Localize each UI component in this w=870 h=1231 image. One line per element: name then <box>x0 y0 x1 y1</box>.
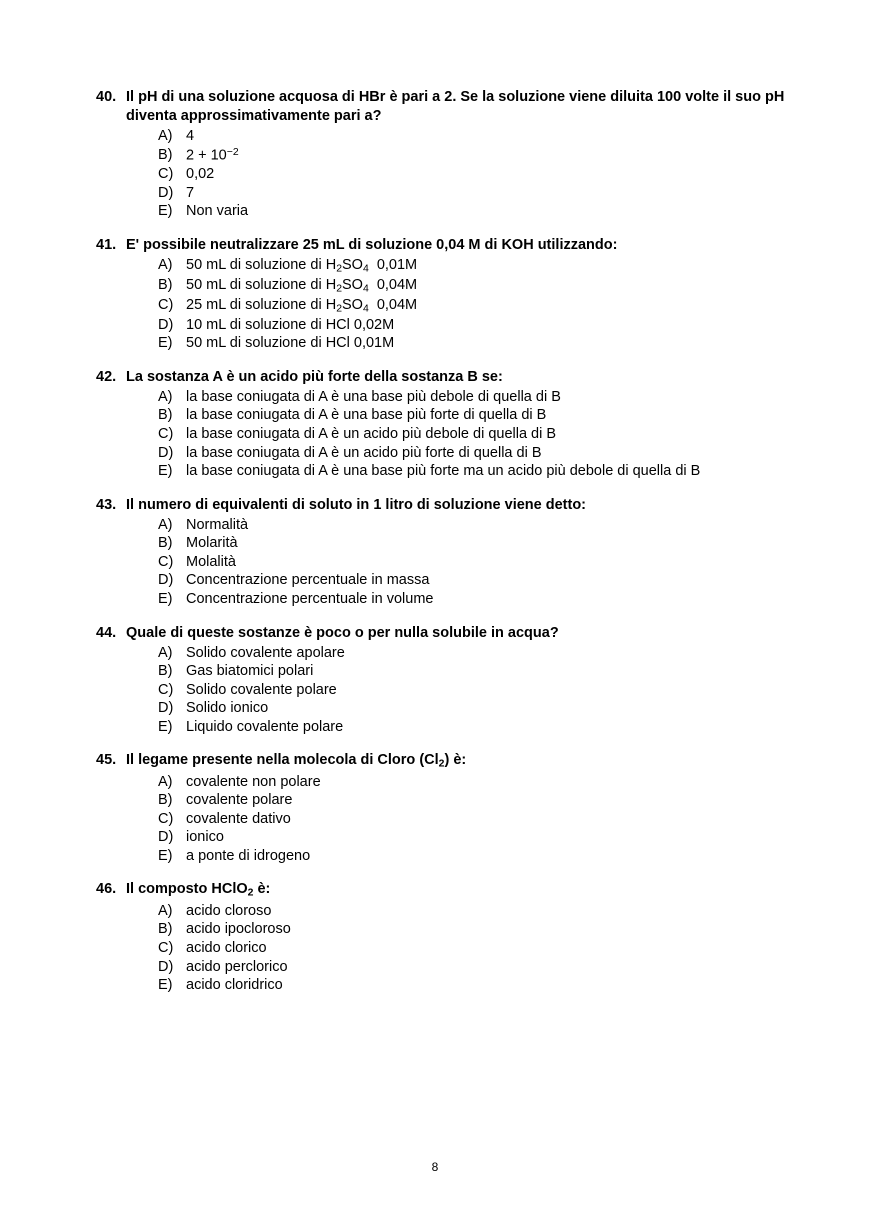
option-row[interactable] <box>96 534 795 553</box>
option-letter: A) <box>158 388 173 405</box>
option-row[interactable] <box>96 127 795 146</box>
option-row[interactable] <box>96 462 795 481</box>
option-text: 4 <box>186 128 195 145</box>
option-row[interactable] <box>96 444 795 463</box>
option-text: acido cloroso <box>186 902 272 919</box>
option-list <box>96 644 795 737</box>
option-letter: B) <box>158 146 173 163</box>
option-row[interactable] <box>96 146 795 165</box>
question-number: 44. <box>96 624 117 641</box>
option-row[interactable] <box>96 810 795 829</box>
option-letter: D) <box>158 958 174 975</box>
option-text: $2 + 10^{-2}$ <box>186 146 239 164</box>
option-text: acido ipocloroso <box>186 921 291 938</box>
option-text: acido cloridrico <box>186 977 283 994</box>
question-heading <box>96 236 795 255</box>
option-text: Liquido covalente polare <box>186 718 344 735</box>
option-row[interactable] <box>96 681 795 700</box>
option-row[interactable] <box>96 406 795 425</box>
option-letter: B) <box>158 535 173 552</box>
question-heading <box>96 88 795 126</box>
option-row[interactable] <box>96 902 795 921</box>
option-letter: D) <box>158 829 174 846</box>
option-list <box>96 516 795 609</box>
option-letter: B) <box>158 276 173 293</box>
question-block <box>96 368 795 481</box>
question-heading <box>96 880 795 900</box>
option-letter: E) <box>158 335 173 352</box>
questions-list <box>96 88 795 995</box>
option-list <box>96 773 795 866</box>
option-letter: A) <box>158 128 173 145</box>
option-text: la base coniugata di A è un acido più forte di quella di B <box>186 444 542 461</box>
option-text: 0,02 <box>186 166 215 183</box>
option-text: Concentrazione percentuale in volume <box>186 590 434 607</box>
option-list <box>96 388 795 481</box>
question-heading <box>96 751 795 771</box>
option-letter: D) <box>158 572 174 589</box>
question-text: E' possibile neutralizzare 25 mL di soluzione 0,04 M di KOH utilizzando: <box>126 236 618 253</box>
option-text: a ponte di idrogeno <box>186 847 311 864</box>
option-row[interactable] <box>96 791 795 810</box>
option-text: Concentrazione percentuale in massa <box>186 572 430 589</box>
option-row[interactable] <box>96 165 795 184</box>
option-letter: E) <box>158 847 173 864</box>
option-row[interactable] <box>96 773 795 792</box>
option-letter: D) <box>158 700 174 717</box>
option-text: la base coniugata di A è un acido più debole di quella di B <box>186 426 557 443</box>
option-text: la base coniugata di A è una base più debole di quella di B <box>186 388 561 405</box>
option-letter: D) <box>158 316 174 333</box>
option-text: Molalità <box>186 553 236 570</box>
option-letter: C) <box>158 553 174 570</box>
option-row[interactable] <box>96 847 795 866</box>
option-row[interactable] <box>96 920 795 939</box>
option-letter: C) <box>158 426 174 443</box>
option-letter: A) <box>158 773 173 790</box>
option-text: 25 mL di soluzione di $H_2SO_4$ 0,04M <box>186 296 418 315</box>
question-number: 46. <box>96 881 117 898</box>
option-letter: E) <box>158 203 173 220</box>
option-list <box>96 902 795 995</box>
option-row[interactable] <box>96 718 795 737</box>
option-list <box>96 256 795 353</box>
option-letter: E) <box>158 590 173 607</box>
option-row[interactable] <box>96 644 795 663</box>
question-text: La sostanza A è un acido più forte della sostanza B se: <box>126 368 503 385</box>
question-number: 43. <box>96 496 117 513</box>
option-row[interactable] <box>96 388 795 407</box>
option-row[interactable] <box>96 958 795 977</box>
question-block <box>96 624 795 737</box>
option-letter: C) <box>158 939 174 956</box>
question-number: 40. <box>96 89 117 105</box>
question-number: 45. <box>96 752 117 769</box>
option-text: la base coniugata di A è una base più forte di quella di B <box>186 407 547 424</box>
option-letter: E) <box>158 977 173 994</box>
option-text: Solido covalente polare <box>186 681 337 698</box>
question-number: 42. <box>96 368 117 385</box>
option-text: la base coniugata di A è una base più forte ma un acido più debole di quella di B <box>186 463 701 480</box>
option-letter: E) <box>158 463 173 480</box>
option-text: covalente dativo <box>186 810 291 827</box>
option-text: acido perclorico <box>186 958 288 975</box>
question-heading <box>96 496 795 515</box>
option-text: covalente non polare <box>186 773 321 790</box>
option-row[interactable] <box>96 334 795 353</box>
option-row[interactable] <box>96 590 795 609</box>
option-text: 50 mL di soluzione di $H_2SO_4$ 0,01M <box>186 256 418 275</box>
option-letter: C) <box>158 810 174 827</box>
option-text: Non varia <box>186 203 249 220</box>
option-letter: D) <box>158 444 174 461</box>
question-text: Il composto HClO$_2$ è: <box>126 881 271 900</box>
option-row[interactable] <box>96 828 795 847</box>
option-row[interactable] <box>96 316 795 335</box>
option-row[interactable] <box>96 939 795 958</box>
option-letter: B) <box>158 663 173 680</box>
option-text: covalente polare <box>186 792 293 809</box>
question-text: Il legame presente nella molecola di Cloro $(Cl_2)$ è: <box>126 752 467 770</box>
option-text: Solido covalente apolare <box>186 644 345 661</box>
option-text: 50 mL di soluzione di HCl 0,01M <box>186 335 395 352</box>
option-letter: E) <box>158 718 173 735</box>
option-row[interactable] <box>96 516 795 535</box>
question-text: Il pH di una soluzione acquosa di HBr è pari a 2. Se la soluzione viene diluita 100 volte il suo pH diventa approssimativamente pari a? <box>126 89 785 125</box>
question-heading <box>96 624 795 643</box>
option-letter: C) <box>158 296 174 313</box>
option-row[interactable] <box>96 256 795 276</box>
option-text: Normalità <box>186 516 249 533</box>
option-row[interactable] <box>96 202 795 221</box>
option-letter: B) <box>158 792 173 809</box>
option-row[interactable] <box>96 662 795 681</box>
option-text: acido clorico <box>186 939 267 956</box>
option-list <box>96 127 795 220</box>
option-text: Molarità <box>186 535 238 552</box>
question-block <box>96 496 795 609</box>
question-heading <box>96 368 795 387</box>
option-letter: C) <box>158 166 174 183</box>
option-row[interactable] <box>96 184 795 203</box>
option-row[interactable] <box>96 425 795 444</box>
question-block <box>96 880 795 994</box>
option-letter: B) <box>158 921 173 938</box>
option-letter: D) <box>158 184 174 201</box>
question-text: Quale di queste sostanze è poco o per nulla solubile in acqua? <box>126 624 559 641</box>
option-letter: A) <box>158 902 173 919</box>
option-letter: B) <box>158 407 173 424</box>
option-text: 10 mL di soluzione di HCl 0,02M <box>186 316 395 333</box>
question-block <box>96 751 795 865</box>
option-row[interactable] <box>96 571 795 590</box>
option-text: ionico <box>186 829 224 846</box>
option-letter: A) <box>158 516 173 533</box>
page-number: 8 <box>431 1160 439 1174</box>
question-block <box>96 236 795 353</box>
option-row[interactable] <box>96 976 795 995</box>
question-text: Il numero di equivalenti di soluto in 1 litro di soluzione viene detto: <box>126 496 587 513</box>
question-number: 41. <box>96 236 117 253</box>
option-letter: A) <box>158 256 173 273</box>
option-row[interactable] <box>96 553 795 572</box>
option-letter: A) <box>158 644 173 661</box>
option-text: 50 mL di soluzione di $H_2SO_4$ 0,04M <box>186 276 418 295</box>
option-row[interactable] <box>96 276 795 296</box>
option-text: Gas biatomici polari <box>186 663 314 680</box>
option-text: Solido ionico <box>186 700 269 717</box>
option-letter: C) <box>158 681 174 698</box>
option-text: 7 <box>186 184 195 201</box>
option-row[interactable] <box>96 296 795 316</box>
question-block <box>96 88 795 221</box>
option-row[interactable] <box>96 699 795 718</box>
